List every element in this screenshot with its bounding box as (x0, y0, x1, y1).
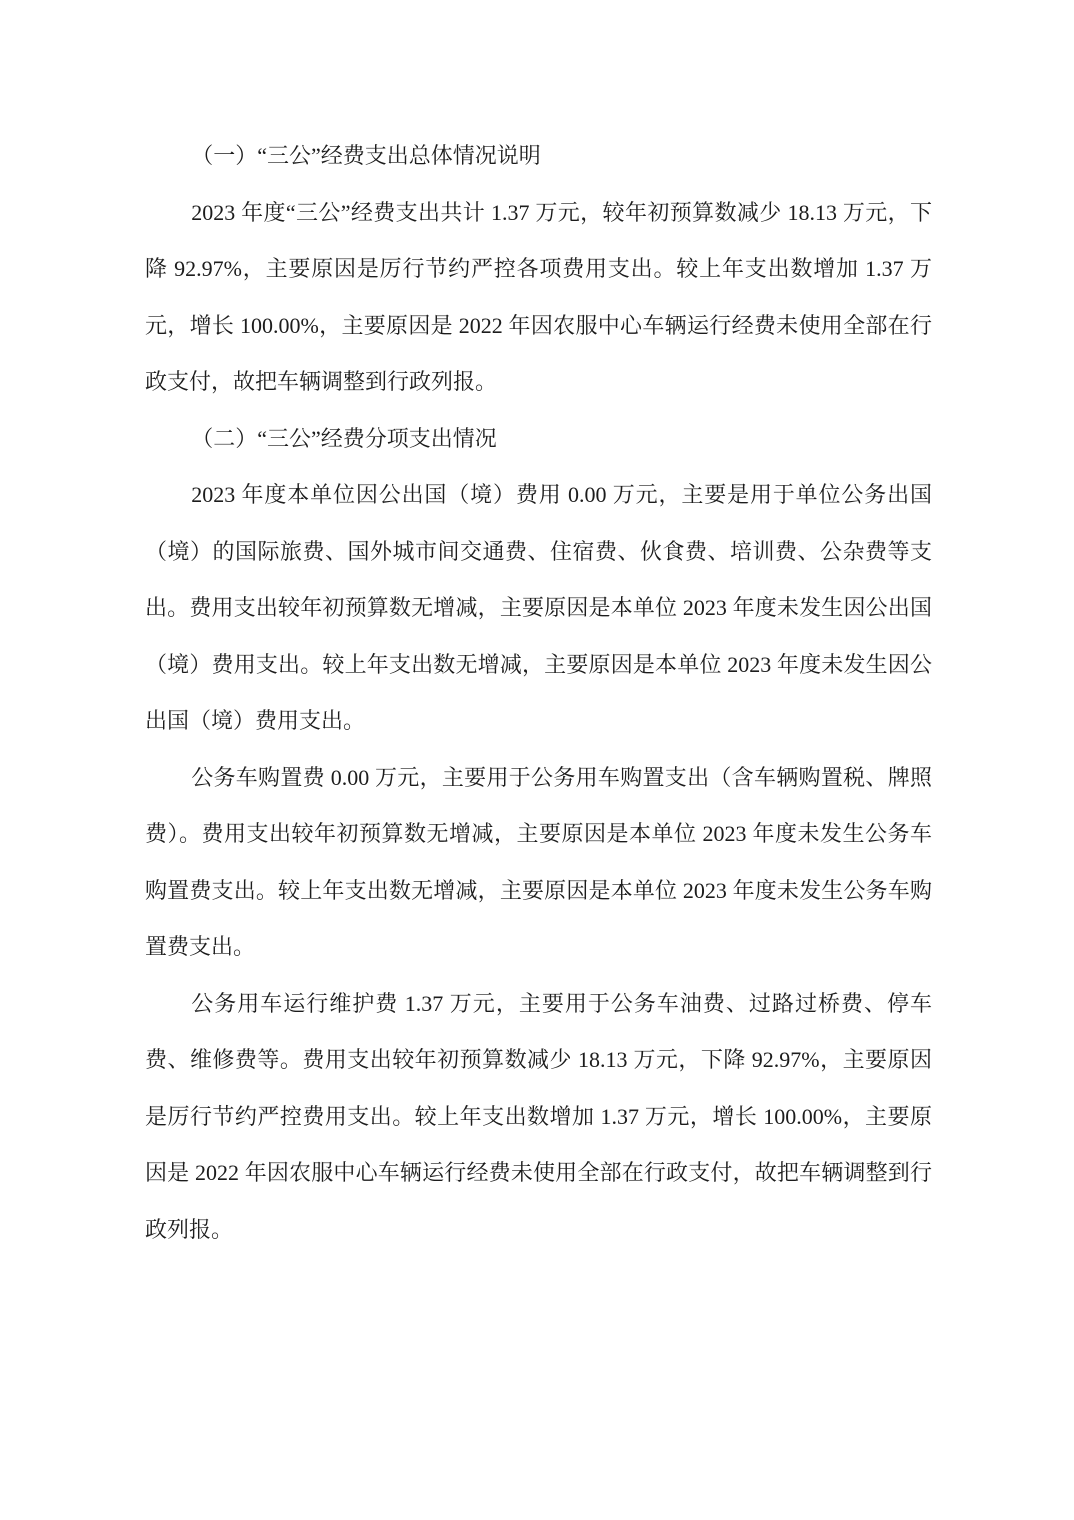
section-itemized-expense (145, 411, 932, 1259)
section-heading-itemized: （二）“三公”经费分项支出情况 (191, 425, 497, 451)
section-heading-overall: （一）“三公”经费支出总体情况说明 (191, 143, 541, 168)
paragraph-overseas-travel-expense: 2023 年度本单位因公出国（境）费用 0.00 万元，主要是用于单位公务出国（境）的国际旅费、国外城市间交通费、住宿费、伙食费、培训费、公杂费等支出。费用支出较年初预算数无增减，主要原因是本单位 2023 年度未发生因公出国（境）费用支出。较上年支出数无增减，主要原因是本单位 2023 年度未发生因公出国（境）费用支出。 (145, 482, 932, 733)
section-overall-expense (145, 128, 932, 411)
paragraph-vehicle-purchase-expense: 公务车购置费 0.00 万元，主要用于公务用车购置支出（含车辆购置税、牌照费）。费用支出较年初预算数无增减，主要原因是本单位 2023 年度未发生公务车购置费支出。较上年支出数无增减，主要原因是本单位 2023 年度未发生公务车购置费支出。 (145, 764, 932, 959)
paragraph-overall-expense: 2023 年度“三公”经费支出共计 1.37 万元，较年初预算数减少 18.13 万元，下降 92.97%，主要原因是厉行节约严控各项费用支出。较上年支出数增加 1.37 万元，增长 100.00%，主要原因是 2022 年因农服中心车辆运行经费未使用全部在行政支付，故把车辆调整到行政列报。 (145, 199, 932, 394)
document-body (145, 128, 932, 1258)
paragraph-vehicle-operation-expense: 公务用车运行维护费 1.37 万元，主要用于公务车油费、过路过桥费、停车费、维修费等。费用支出较年初预算数减少 18.13 万元，下降 92.97%，主要原因是厉行节约严控费用支出。较上年支出数增加 1.37 万元，增长 100.00%，主要原因是 2022 年因农服中心车辆运行经费未使用全部在行政支付，故把车辆调整到行政列报。 (145, 990, 932, 1242)
